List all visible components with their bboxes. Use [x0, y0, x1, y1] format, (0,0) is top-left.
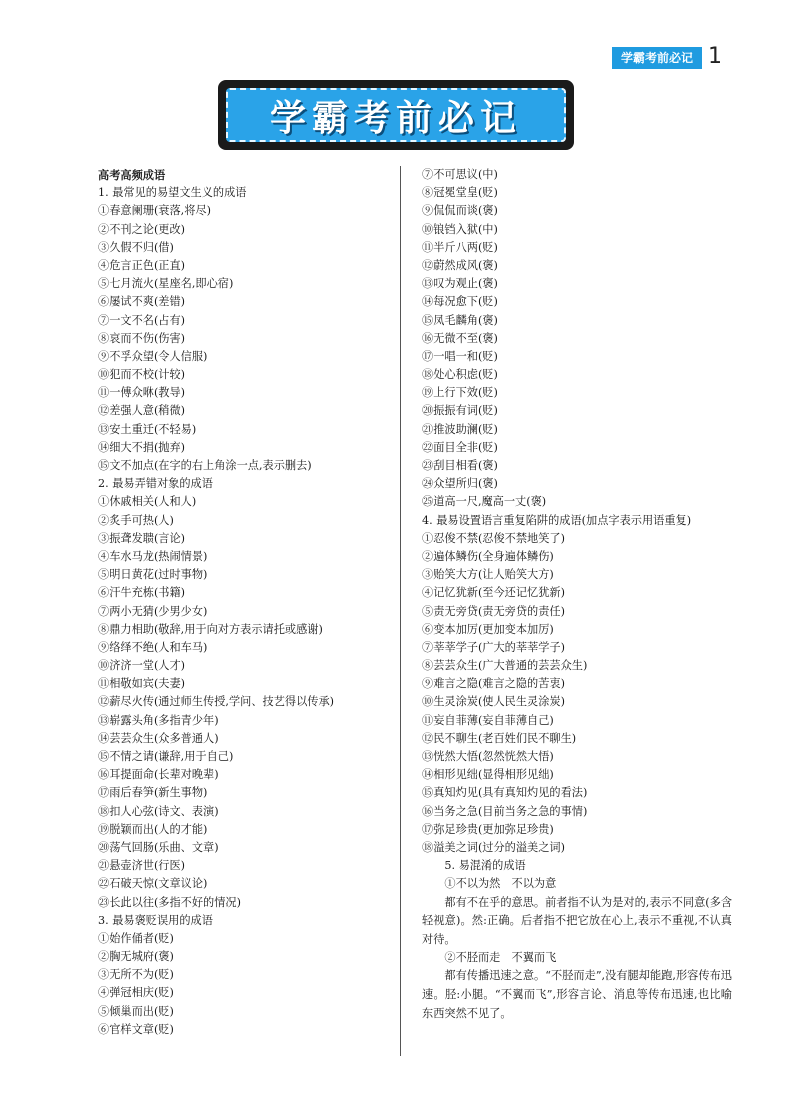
title-banner-inner: [226, 88, 566, 142]
right-idiom-item: ⑥变本加厉(更加变本加厉): [422, 622, 554, 636]
left-idiom-item: ⑦一文不名(占有): [98, 313, 186, 327]
column-divider: [400, 166, 401, 1056]
right-idiom-item: ⑦不可思议(中): [422, 168, 498, 181]
left-idiom-item: ①休戚相关(人和人): [98, 495, 197, 509]
left-idiom-item: ⑭芸芸众生(众多普通人): [98, 731, 219, 745]
right-idiom-item: ⑯无微不至(褒): [422, 331, 498, 345]
section-tag: 学霸考前必记: [612, 47, 702, 69]
left-idiom-item: ⑮文不加点(在字的右上角涂一点,表示删去): [98, 459, 312, 472]
left-idiom-item: ⑤明日黄花(过时事物): [98, 568, 208, 582]
left-idiom-item: ⑫差强人意(稍微): [98, 404, 186, 418]
left-idiom-item: ㉑悬壶济世(行医): [98, 859, 186, 873]
right-idiom-item: ⑧芸芸众生(广大普通的芸芸众生): [422, 659, 588, 673]
left-idiom-item: ⑨络绎不绝(人和车马): [98, 640, 208, 654]
left-idiom-item: ③久假不归(借): [98, 240, 174, 254]
right-idiom-item: ⑰一唱一和(贬): [422, 349, 498, 363]
left-idiom-item: ④危言正色(正直): [98, 258, 186, 272]
right-idiom-item: ⑰弥足珍贵(更加弥足珍贵): [422, 822, 554, 836]
left-idiom-item: ⑪相敬如宾(夫妻): [98, 677, 186, 691]
title-banner: [218, 80, 574, 150]
right-idiom-item: ⑨难言之隐(难言之隐的苦衷): [422, 677, 565, 691]
left-column: [98, 166, 390, 1039]
left-idiom-item: ⑱扣人心弦(诗文、表演): [98, 804, 219, 818]
right-column: [422, 166, 732, 1023]
right-idiom-item: ⑭每况愈下(贬): [422, 295, 498, 309]
left-idiom-item: ⑤倾巢而出(贬): [98, 1004, 174, 1018]
left-idiom-item: ⑰雨后春笋(新生事物): [98, 786, 208, 800]
left-idiom-item: ③无所不为(贬): [98, 968, 174, 982]
right-idiom-item: ⑫民不聊生(老百姓们民不聊生): [422, 731, 577, 745]
right-idiom-item: ③贻笑大方(让人贻笑大方): [422, 568, 554, 582]
right-idiom-item: ⑱处心积虑(贬): [422, 368, 498, 382]
right-idiom-item: ㉕道高一尺,魔高一丈(褒): [422, 495, 547, 509]
left-idiom-item: ⑬安土重迁(不轻易): [98, 422, 197, 436]
left-idiom-item: ⑩犯而不校(计较): [98, 368, 186, 382]
left-idiom-item: ㉓长此以往(多指不好的情况): [98, 895, 241, 909]
right-idiom-item: ⑬恍然大悟(忽然恍然大悟): [422, 750, 554, 763]
left-idiom-item: ③振聋发聩(言论): [98, 531, 186, 545]
left-idiom-item: ⑥官样文章(贬): [98, 1022, 174, 1036]
right-idiom-item: ㉒面目全非(贬): [422, 440, 498, 454]
right-idiom-item: ⑨侃侃而谈(褒): [422, 204, 498, 218]
left-idiom-item: ⑩济济一堂(人才): [98, 659, 186, 673]
right-idiom-item: ㉔众望所归(褒): [422, 477, 498, 491]
right-heading: 5. 易混淆的成语: [444, 859, 526, 873]
right-idiom-item: ⑤责无旁贷(责无旁贷的责任): [422, 604, 565, 618]
right-idiom-item: ⑧冠冕堂皇(贬): [422, 186, 498, 200]
left-idiom-item: ②胸无城府(褒): [98, 950, 174, 964]
page-title: 学霸考前必记: [269, 97, 522, 139]
right-column-lines: [422, 166, 732, 894]
left-heading: 2. 最易弄错对象的成语: [98, 477, 213, 491]
left-idiom-item: ④车水马龙(热闹情景): [98, 549, 208, 563]
right-idiom-item: ⑬叹为观止(褒): [422, 277, 498, 291]
left-idiom-item: ⑥汗牛充栋(书籍): [98, 586, 186, 600]
right-idiom-item: ⑪半斤八两(贬): [422, 240, 498, 254]
left-idiom-item: ⑧鼎力相助(敬辞,用于向对方表示请托或感谢): [98, 622, 323, 636]
right-idiom-item: ⑲上行下效(贬): [422, 386, 498, 400]
left-heading: 3. 最易褒贬误用的成语: [98, 913, 213, 927]
left-idiom-item: ②不刊之论(更改): [98, 222, 186, 236]
left-idiom-item: ⑬崭露头角(多指青少年): [98, 713, 219, 727]
left-idiom-item: ㉒石破天惊(文章议论): [98, 877, 208, 891]
right-idiom-item: ④记忆犹新(至今还记忆犹新): [422, 586, 565, 600]
right-idiom-item: ①忍俊不禁(忍俊不禁地笑了): [422, 531, 565, 545]
left-idiom-item: ①始作俑者(贬): [98, 931, 174, 945]
right-idiom-item: ⑯当务之急(目前当务之急的事情): [422, 804, 588, 818]
left-idiom-item: ⑲脱颖而出(人的才能): [98, 822, 208, 836]
left-idiom-item: ⑦两小无猜(少男少女): [98, 604, 208, 618]
left-idiom-item: ⑥屡试不爽(差错): [98, 295, 186, 309]
right-idiom-item: ⑪妄自菲薄(妄自菲薄自己): [422, 713, 554, 727]
left-heading: 1. 最常见的易望文生义的成语: [98, 186, 247, 200]
left-idiom-item: ⑯耳提面命(长辈对晚辈): [98, 768, 219, 782]
right-idiom-item: ⑩锒铛入狱(中): [422, 222, 498, 236]
left-idiom-item: ①春意阑珊(衰落,将尽): [98, 204, 211, 218]
left-idiom-item: ⑭细大不捐(抛弃): [98, 440, 186, 454]
right-heading: 4. 最易设置语言重复陷阱的成语(加点字表示用语重复): [422, 513, 692, 527]
page-number: 1: [708, 44, 722, 69]
right-idiom-item: ②遍体鳞伤(全身遍体鳞伤): [422, 549, 554, 563]
right-idiom-item: ⑱溢美之词(过分的溢美之词): [422, 840, 565, 854]
left-idiom-item: ⑮不情之请(谦辞,用于自己): [98, 750, 234, 763]
left-idiom-item: ⑪一傅众咻(教导): [98, 386, 186, 400]
left-idiom-item: ⑫薪尽火传(通过师生传授,学问、技艺得以传承): [98, 695, 335, 709]
right-idiom-item: ⑮凤毛麟角(褒): [422, 313, 498, 327]
left-idiom-item: ④弹冠相庆(贬): [98, 986, 174, 1000]
right-idiom-item: ㉑推波助澜(贬): [422, 422, 498, 436]
left-idiom-item: ②炙手可热(人): [98, 513, 174, 527]
right-idiom-item: ⑮真知灼见(具有真知灼见的看法): [422, 786, 588, 800]
confusable-pair-2: ②不胫而走 不翼而飞: [444, 951, 557, 965]
left-heading: 高考高频成语: [98, 168, 166, 182]
left-idiom-item: ⑤七月流火(星座名,即心宿): [98, 277, 234, 291]
paragraph-explanation-2: 都有传播迅速之意。“不胫而走”,没有腿却能跑,形容传布迅速。胫:小腿。“不翼而飞”,形容言论、消息等传布迅速,也比喻东西突然不见了。: [422, 969, 732, 1020]
left-idiom-item: ⑨不孚众望(令人信服): [98, 349, 208, 363]
right-idiom-item: ①不以为然 不以为意: [444, 877, 557, 891]
paragraph-explanation-1: 都有不在乎的意思。前者指不认为是对的,表示不同意(多含轻视意)。然:正确。后者指不把它放在心上,表示不重视,不认真对待。: [422, 895, 733, 946]
right-idiom-item: ⑩生灵涂炭(使人民生灵涂炭): [422, 695, 565, 709]
right-idiom-item: ⑭相形见绌(显得相形见绌): [422, 768, 554, 782]
right-idiom-item: ⑫蔚然成风(褒): [422, 258, 498, 272]
right-idiom-item: ㉓刮目相看(褒): [422, 459, 498, 472]
left-idiom-item: ⑧哀而不伤(伤害): [98, 331, 186, 345]
right-idiom-item: ⑦莘莘学子(广大的莘莘学子): [422, 640, 565, 654]
right-idiom-item: ⑳振振有词(贬): [422, 404, 498, 418]
left-idiom-item: ⑳荡气回肠(乐曲、文章): [98, 840, 219, 854]
